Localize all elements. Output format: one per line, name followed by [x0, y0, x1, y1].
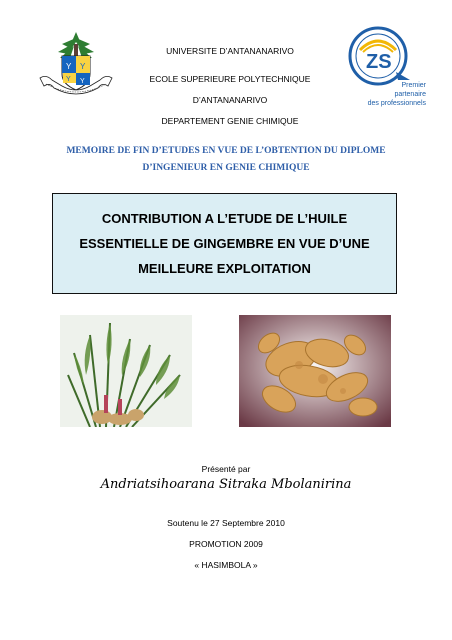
memoire-heading	[40, 143, 412, 177]
title-line-2: ESSENTIELLE DE GINGEMBRE EN VUE D’UNE	[79, 236, 370, 251]
logo-caption-3: des professionnels	[367, 100, 426, 107]
promotion-year: PROMOTION 2009	[189, 539, 263, 549]
crest-icon	[36, 28, 116, 102]
title-line-3: MEILLEURE EXPLOITATION	[138, 261, 311, 276]
ginger-plant-photo	[60, 315, 192, 427]
svg-text:Y: Y	[66, 76, 71, 83]
memoire-line-2: D’INGENIEUR EN GENIE CHIMIQUE	[142, 163, 310, 173]
school-city: D’ANTANANARIVO	[192, 95, 268, 105]
ginger-root-photo	[239, 315, 391, 427]
university-crest-logo	[36, 28, 116, 102]
school-name: ECOLE SUPERIEURE POLYTECHNIQUE	[149, 74, 311, 84]
department-name: DEPARTEMENT GENIE CHIMIQUE	[161, 116, 299, 126]
thesis-title-box	[52, 193, 397, 294]
author-name: Andriatsihoarana Sitraka Mbolanirina	[100, 477, 352, 492]
university-name: UNIVERSITE D’ANTANANARIVO	[166, 46, 294, 56]
defense-date: Soutenu le 27 Septembre 2010	[167, 518, 285, 528]
svg-text:Y: Y	[66, 62, 72, 71]
polytechnique-logo	[338, 22, 430, 114]
memoire-line-1: MEMOIRE DE FIN D’ETUDES EN VUE DE L’OBTENTION DU DIPLOME	[66, 146, 386, 156]
presented-by-label: Présenté par	[201, 464, 251, 474]
logo-caption-1: Premier	[401, 82, 426, 89]
logo-caption-2: partenaire	[394, 91, 426, 98]
svg-text:Y: Y	[80, 62, 86, 71]
title-line-1: CONTRIBUTION A L’ETUDE DE L’HUILE	[101, 211, 348, 226]
svg-text:Y: Y	[80, 78, 85, 85]
svg-text:ZS: ZS	[366, 51, 392, 73]
promotion-name: « HASIMBOLA »	[194, 560, 258, 570]
